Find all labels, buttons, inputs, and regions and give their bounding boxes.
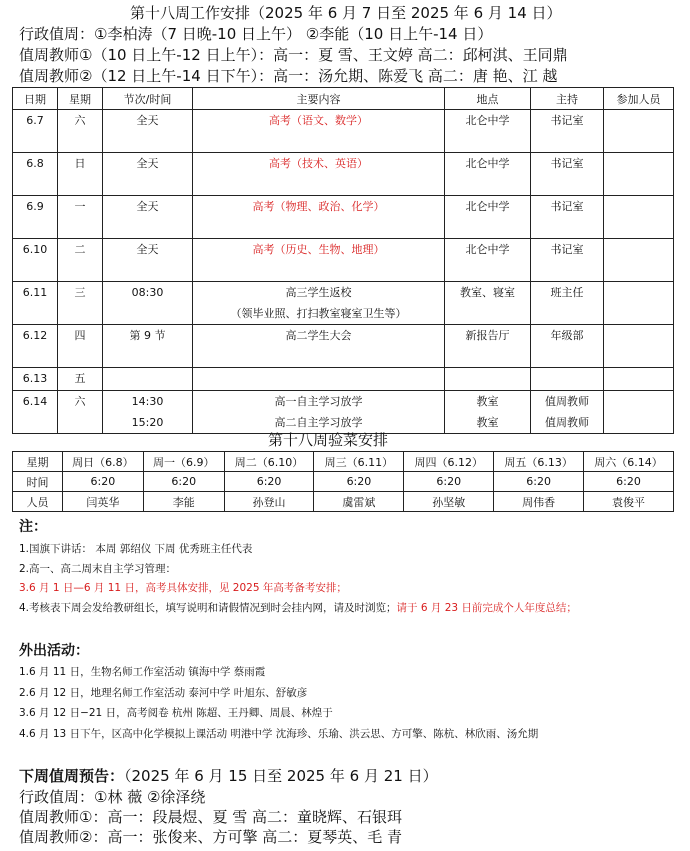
veg-cell: 周四（6.12） <box>404 452 494 472</box>
time-line: 08:30 <box>131 286 164 299</box>
participants-cell <box>604 239 674 282</box>
place-cell <box>445 110 531 153</box>
place-line: 教室 <box>476 395 499 408</box>
date-cell <box>13 110 58 153</box>
veg-cell: 周一（6.9） <box>143 452 224 472</box>
veg-cell: 星期 <box>13 452 63 472</box>
host-line: 年级部 <box>550 329 584 342</box>
date-cell <box>13 282 58 325</box>
place-cell <box>445 368 531 391</box>
veg-cell: 6:20 <box>494 472 584 492</box>
veg-time-row <box>13 472 674 492</box>
place-line: 北仑中学 <box>465 200 510 213</box>
weekday-text: 四 <box>74 329 86 342</box>
content-line: 高二学生大会 <box>285 329 352 342</box>
time-cell <box>103 282 193 325</box>
content-cell <box>193 391 445 434</box>
participants-text <box>604 196 673 197</box>
participants-cell <box>604 325 674 368</box>
participants-cell <box>604 110 674 153</box>
veg-cell: 周二（6.10） <box>224 452 314 472</box>
veg-cell: 时间 <box>13 472 63 492</box>
weekday-text: 三 <box>74 286 86 299</box>
schedule-row <box>13 153 674 196</box>
weekday-cell <box>58 153 103 196</box>
date-text: 6.11 <box>22 286 48 299</box>
note-item: 2.高一、高二周末自主学习管理： <box>19 563 177 575</box>
time-line <box>103 368 192 369</box>
date-text: 6.8 <box>26 157 44 170</box>
place-line: 北仑中学 <box>465 157 510 170</box>
host-line: 书记室 <box>550 157 584 170</box>
content-cell <box>193 282 445 325</box>
participants-cell <box>604 282 674 325</box>
host-line <box>531 368 603 369</box>
outside-heading: 外出活动： <box>19 643 89 659</box>
header-cell: 地点 <box>445 88 531 110</box>
time-cell <box>103 368 193 391</box>
date-cell <box>13 153 58 196</box>
weekday-cell <box>58 282 103 325</box>
note-text: 4.考核表下周会发给教研组长，填写说明和请假情况到时会挂内网，请及时浏览； <box>19 602 397 614</box>
veg-cell: 周伟香 <box>494 492 584 512</box>
date-text: 6.14 <box>22 395 48 408</box>
time-line: 全天 <box>136 114 159 127</box>
place-cell <box>445 153 531 196</box>
content-line: 高考（物理、政治、化学） <box>252 200 385 213</box>
date-cell <box>13 325 58 368</box>
place-line <box>445 368 530 369</box>
content-line: 高一自主学习放学 <box>274 395 363 408</box>
place-line: 北仑中学 <box>465 243 510 256</box>
next-teacher-duty-2: 值周教师②：高一：张俊来、方可擎 高二：夏琴英、毛 青 <box>19 828 402 846</box>
outside-item: 2.6 月 12 日，地理名师工作室活动 泰河中学 叶旭东、舒敏彦 <box>19 687 308 699</box>
content-line <box>193 368 444 369</box>
content-line: 高考（语文、数学） <box>269 114 368 127</box>
weekday-text: 日 <box>74 157 86 170</box>
header-cell: 日期 <box>13 88 58 110</box>
header-cell: 节次/时间 <box>103 88 193 110</box>
schedule-row <box>13 239 674 282</box>
veg-cell: 周三（6.11） <box>314 452 404 472</box>
content-cell <box>193 153 445 196</box>
weekday-text: 二 <box>74 243 86 256</box>
content-line: 高二自主学习放学 <box>274 416 363 429</box>
veg-title: 第十八周验菜安排 <box>268 431 389 449</box>
note-text-red: 请于 6 月 23 日前完成个人年度总结； <box>396 602 577 614</box>
time-line: 第 9 节 <box>129 329 166 342</box>
header-cell: 星期 <box>58 88 103 110</box>
participants-text <box>604 110 673 111</box>
participants-cell <box>604 368 674 391</box>
note-item: 3.6 月 1 日—6 月 11 日，高考具体安排，见 2025 年高考备考安排； <box>19 582 347 594</box>
schedule-header-row <box>13 88 674 110</box>
veg-cell: 周日（6.8） <box>63 452 144 472</box>
date-cell <box>13 391 58 434</box>
time-line: 全天 <box>136 157 159 170</box>
veg-cell: 闫英华 <box>63 492 144 512</box>
participants-cell <box>604 153 674 196</box>
weekday-cell <box>58 391 103 434</box>
notes-heading: 注： <box>19 519 47 535</box>
veg-cell: 孙坚敏 <box>404 492 494 512</box>
veg-person-row <box>13 492 674 512</box>
veg-table <box>12 451 674 512</box>
header-cell: 主持 <box>531 88 604 110</box>
note-item <box>19 600 577 615</box>
weekday-cell <box>58 196 103 239</box>
participants-cell <box>604 196 674 239</box>
time-cell <box>103 239 193 282</box>
host-line: 书记室 <box>550 200 584 213</box>
participants-text <box>604 239 673 240</box>
header-cell: 主要内容 <box>193 88 445 110</box>
host-cell <box>531 196 604 239</box>
participants-text <box>604 391 673 392</box>
teacher-duty-2: 值周教师②（12 日上午-14 日下午）：高一：汤允期、陈爱飞 高二：唐 艳、江 越 <box>19 67 558 85</box>
veg-cell: 李能 <box>143 492 224 512</box>
weekday-cell <box>58 325 103 368</box>
outside-item: 3.6 月 12 日−21 日，高考阅卷 杭州 陈超、王丹卿、周晨、林煌于 <box>19 707 333 719</box>
host-cell <box>531 110 604 153</box>
time-cell <box>103 110 193 153</box>
date-text: 6.13 <box>22 372 48 385</box>
veg-cell: 6:20 <box>404 472 494 492</box>
schedule-row <box>13 325 674 368</box>
date-text: 6.10 <box>22 243 48 256</box>
weekday-text: 五 <box>74 372 86 385</box>
date-text: 6.12 <box>22 329 48 342</box>
page-title: 第十八周工作安排（2025 年 6 月 7 日至 2025 年 6 月 14 日） <box>130 4 562 22</box>
host-cell <box>531 391 604 434</box>
time-line: 全天 <box>136 200 159 213</box>
date-text: 6.9 <box>26 200 44 213</box>
content-line: 高考（历史、生物、地理） <box>252 243 385 256</box>
participants-text <box>604 153 673 154</box>
time-line: 15:20 <box>131 416 164 429</box>
content-line: 高考（技术、英语） <box>269 157 368 170</box>
weekday-cell <box>58 110 103 153</box>
host-cell <box>531 325 604 368</box>
place-line: 北仑中学 <box>465 114 510 127</box>
veg-cell: 6:20 <box>224 472 314 492</box>
admin-duty: 行政值周：①李柏涛（7 日晚-10 日上午） ②李能（10 日上午-14 日） <box>19 25 493 43</box>
weekday-text: 六 <box>74 395 86 408</box>
weekday-text: 六 <box>74 114 86 127</box>
date-cell <box>13 196 58 239</box>
note-item: 1.国旗下讲话： 本周 郭绍仪 下周 优秀班主任代表 <box>19 543 253 555</box>
time-cell <box>103 196 193 239</box>
host-line: 书记室 <box>550 243 584 256</box>
time-cell <box>103 391 193 434</box>
next-week-heading: 下周值周预告： <box>19 767 125 785</box>
outside-item: 4.6 月 13 日下午，区高中化学模拟上课活动 明港中学 沈海珍、乐瑜、洪云思、方可擎、陈杭、林欣雨、汤允期 <box>19 728 539 740</box>
participants-cell <box>604 391 674 434</box>
next-teacher-duty-1: 值周教师①：高一：段晨煜、夏 雪 高二：童晓辉、石银珥 <box>19 808 402 826</box>
content-cell <box>193 110 445 153</box>
next-admin-duty: 行政值周：①林 薇 ②徐泽绕 <box>19 788 206 806</box>
weekday-text: 一 <box>74 200 86 213</box>
participants-text <box>604 282 673 283</box>
content-cell <box>193 325 445 368</box>
place-line: 教室、寝室 <box>460 286 515 299</box>
content-cell <box>193 196 445 239</box>
content-line: 高三学生返校 <box>285 286 352 299</box>
schedule-row <box>13 391 674 434</box>
time-line: 14:30 <box>131 395 164 408</box>
place-cell <box>445 282 531 325</box>
header-cell: 参加人员 <box>604 88 674 110</box>
outside-item: 1.6 月 11 日，生物名师工作室活动 镇海中学 蔡雨霞 <box>19 666 266 678</box>
content-cell <box>193 368 445 391</box>
host-cell <box>531 282 604 325</box>
veg-cell: 6:20 <box>143 472 224 492</box>
participants-text <box>604 368 673 369</box>
schedule-row <box>13 196 674 239</box>
veg-header-row <box>13 452 674 472</box>
veg-cell: 6:20 <box>584 472 674 492</box>
place-line: 教室 <box>476 416 499 429</box>
veg-cell: 孙登山 <box>224 492 314 512</box>
place-cell <box>445 196 531 239</box>
weekday-cell <box>58 239 103 282</box>
time-cell <box>103 153 193 196</box>
veg-cell: 周六（6.14） <box>584 452 674 472</box>
next-week-heading-line <box>19 767 438 786</box>
content-line: （领毕业照、打扫教室寝室卫生等） <box>230 307 407 320</box>
host-cell <box>531 368 604 391</box>
host-line: 书记室 <box>550 114 584 127</box>
time-cell <box>103 325 193 368</box>
teacher-duty-1: 值周教师①（10 日上午-12 日上午）：高一：夏 雪、王文婷 高二：邱柯淇、王同鼎 <box>19 46 568 64</box>
date-cell <box>13 368 58 391</box>
host-cell <box>531 239 604 282</box>
veg-cell: 人员 <box>13 492 63 512</box>
host-line: 值周教师 <box>545 416 589 429</box>
veg-cell: 6:20 <box>63 472 144 492</box>
veg-cell: 虞雷斌 <box>314 492 404 512</box>
veg-cell: 袁俊平 <box>584 492 674 512</box>
schedule-row <box>13 282 674 325</box>
weekday-cell <box>58 368 103 391</box>
host-line: 值周教师 <box>545 395 589 408</box>
content-cell <box>193 239 445 282</box>
place-line: 新报告厅 <box>465 329 510 342</box>
time-line: 全天 <box>136 243 159 256</box>
schedule-row <box>13 368 674 391</box>
place-cell <box>445 391 531 434</box>
place-cell <box>445 239 531 282</box>
next-week-period: （2025 年 6 月 15 日至 2025 年 6 月 21 日） <box>124 767 438 785</box>
date-text: 6.7 <box>26 114 44 127</box>
schedule-row <box>13 110 674 153</box>
veg-cell: 周五（6.13） <box>494 452 584 472</box>
participants-text <box>604 325 673 326</box>
veg-cell: 6:20 <box>314 472 404 492</box>
host-line: 班主任 <box>550 286 584 299</box>
schedule-table <box>12 87 674 434</box>
date-cell <box>13 239 58 282</box>
place-cell <box>445 325 531 368</box>
host-cell <box>531 153 604 196</box>
